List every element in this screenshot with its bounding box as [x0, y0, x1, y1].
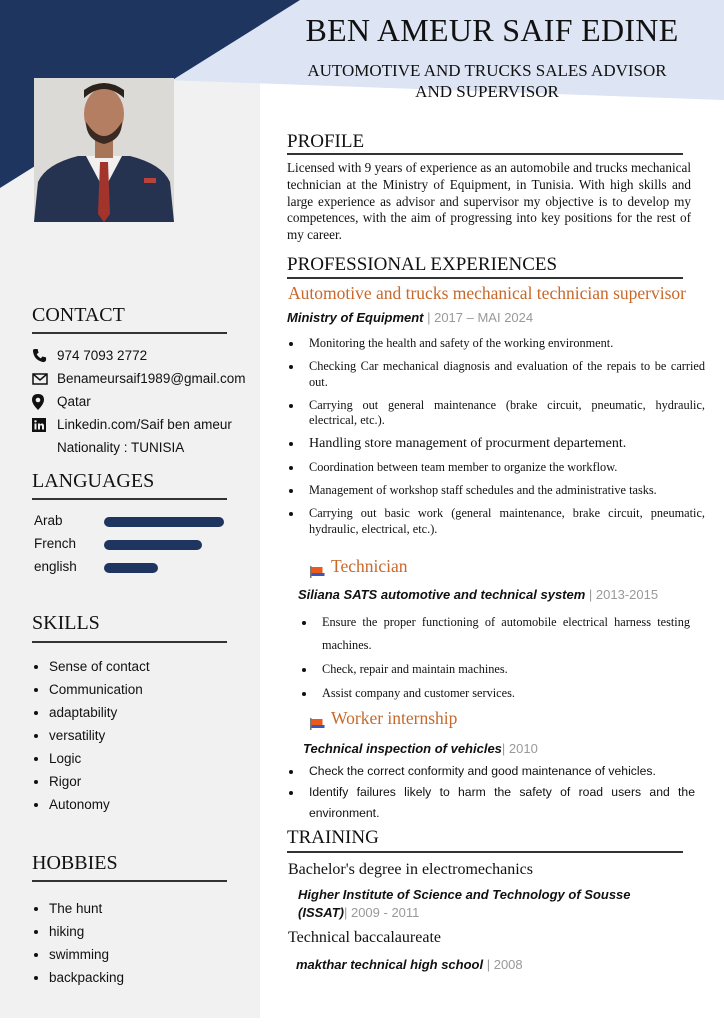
- contact-location: [32, 390, 257, 413]
- job-1-employer: [287, 310, 533, 325]
- skill-item: Logic: [32, 747, 150, 770]
- job-3-dates: | 2010: [501, 741, 538, 756]
- contact-phone[interactable]: [32, 344, 257, 367]
- job-2-title: [309, 556, 408, 577]
- location-pin-icon: [32, 394, 57, 410]
- skills-heading: SKILLS: [32, 612, 100, 634]
- training-2-school-name: makthar technical high school: [296, 957, 484, 972]
- hobby-item: The hunt: [32, 897, 124, 920]
- skill-item: Communication: [32, 678, 150, 701]
- language-level-bar: [104, 540, 202, 550]
- language-row: [34, 534, 234, 557]
- training-2-degree: Technical baccalaureate: [288, 929, 441, 946]
- training-1-school-line-2: (ISSAT): [298, 905, 344, 920]
- job-3-title: [309, 708, 457, 729]
- training-2-school: [296, 956, 523, 974]
- job-3-employer-name: Technical inspection of vehicles: [303, 741, 502, 756]
- duty-item: Checking Car mechanical diagnosis and evaluation of the repais to be carried out.: [287, 359, 705, 390]
- skill-item: Sense of contact: [32, 655, 150, 678]
- skills-list: [32, 655, 150, 816]
- duty-item: Check, repair and maintain machines.: [300, 658, 690, 681]
- duty-item: Carrying out basic work (general maintenance, brake circuit, pneumatic, hydraulic, electrical, etc.).: [287, 506, 705, 537]
- job-2-employer: [298, 587, 658, 602]
- candidate-name: BEN AMEUR SAIF EDINE: [305, 12, 679, 48]
- flag-icon: [309, 562, 325, 574]
- profile-photo: [34, 78, 174, 222]
- skill-item: Autonomy: [32, 793, 150, 816]
- job-1-duties: [287, 336, 705, 545]
- language-name: Arab: [34, 513, 63, 528]
- nationality-text: Nationality : TUNISIA: [57, 440, 185, 455]
- envelope-icon: [32, 373, 57, 385]
- profile-summary: Licensed with 9 years of experience as an automobile and trucks mechanical technician at the Ministry of Equipment, in Tunisia. With high skills and large experience as advisor and supervisor my objective is to develop my competences, with the aim of progressing into key positions for the rest of my career.: [287, 160, 691, 243]
- languages-divider: [32, 498, 227, 500]
- contact-heading: CONTACT: [32, 304, 125, 326]
- job-1-dates: | 2017 – MAI 2024: [423, 310, 534, 325]
- duty-item: Carrying out general maintenance (brake circuit, pneumatic, hydraulic, electrical, etc.).: [287, 398, 705, 429]
- job-2-title-text: Technician: [331, 556, 408, 576]
- language-level-bar: [104, 563, 158, 573]
- job-headline-line-2: AND SUPERVISOR: [415, 82, 559, 101]
- language-name: French: [34, 536, 77, 551]
- flag-icon: [309, 714, 325, 726]
- contact-divider: [32, 332, 227, 334]
- contact-linkedin[interactable]: [32, 413, 257, 436]
- contact-email[interactable]: [32, 367, 257, 390]
- job-2-dates: | 2013-2015: [585, 587, 659, 602]
- hobbies-list: [32, 897, 124, 989]
- duty-item: Management of workshop staff schedules and the administrative tasks.: [287, 483, 705, 499]
- languages-heading: LANGUAGES: [32, 470, 155, 492]
- job-2-employer-name: Siliana SATS automotive and technical system: [298, 587, 586, 602]
- training-1-degree: Bachelor's degree in electromechanics: [288, 861, 533, 878]
- job-3-title-text: Worker internship: [331, 708, 458, 728]
- hobby-item: swimming: [32, 943, 124, 966]
- duty-item: Monitoring the health and safety of the working environment.: [287, 336, 705, 352]
- email-address: Benameursaif1989@gmail.com: [57, 371, 246, 386]
- skill-item: versatility: [32, 724, 150, 747]
- language-name: english: [34, 559, 77, 574]
- job-3-employer: [303, 741, 538, 756]
- phone-icon: [32, 348, 57, 363]
- linkedin-url: Linkedin.com/Saif ben ameur: [57, 417, 232, 432]
- language-level-bar: [104, 517, 224, 527]
- duty-item: Ensure the proper functioning of automobile electrical harness testing machines.: [300, 611, 690, 657]
- training-1-dates: | 2009 - 2011: [343, 905, 420, 920]
- languages-list: [34, 511, 234, 580]
- hobby-item: backpacking: [32, 966, 124, 989]
- linkedin-icon: [32, 418, 57, 432]
- job-1-employer-name: Ministry of Equipment: [287, 310, 424, 325]
- contact-nationality: [32, 436, 257, 459]
- skill-item: Rigor: [32, 770, 150, 793]
- duty-item: Check the correct conformity and good maintenance of vehicles.: [287, 761, 695, 782]
- duty-item: Identify failures likely to harm the safety of road users and the environment.: [287, 782, 695, 824]
- language-row: [34, 557, 234, 580]
- training-1-school: [298, 886, 631, 922]
- location-text: Qatar: [57, 394, 91, 409]
- training-divider: [287, 851, 683, 853]
- profile-divider: [287, 153, 683, 155]
- duty-item: Assist company and customer services.: [300, 682, 690, 705]
- job-1-title: Automotive and trucks mechanical technician supervisor: [288, 283, 686, 303]
- hobby-item: hiking: [32, 920, 124, 943]
- profile-heading: PROFILE: [287, 131, 365, 152]
- experience-heading: PROFESSIONAL EXPERIENCES: [287, 254, 558, 275]
- job-3-duties: [287, 761, 695, 824]
- training-1-school-line-1: Higher Institute of Science and Technology of Sousse: [298, 887, 631, 902]
- job-headline-line-1: AUTOMOTIVE AND TRUCKS SALES ADVISOR: [307, 61, 667, 80]
- duty-item: Coordination between team member to organize the workflow.: [287, 460, 705, 476]
- hobbies-divider: [32, 880, 227, 882]
- skills-divider: [32, 641, 227, 643]
- job-headline: [270, 60, 704, 102]
- phone-number: 974 7093 2772: [57, 348, 148, 363]
- language-row: [34, 511, 234, 534]
- training-2-dates: | 2008: [483, 957, 523, 972]
- hobbies-heading: HOBBIES: [32, 852, 118, 874]
- contact-list: [32, 344, 257, 459]
- experience-divider: [287, 277, 683, 279]
- duty-item: Handling store management of procurment departement.: [287, 436, 705, 452]
- skill-item: adaptability: [32, 701, 150, 724]
- training-heading: TRAINING: [287, 827, 379, 848]
- job-2-duties: [300, 611, 690, 706]
